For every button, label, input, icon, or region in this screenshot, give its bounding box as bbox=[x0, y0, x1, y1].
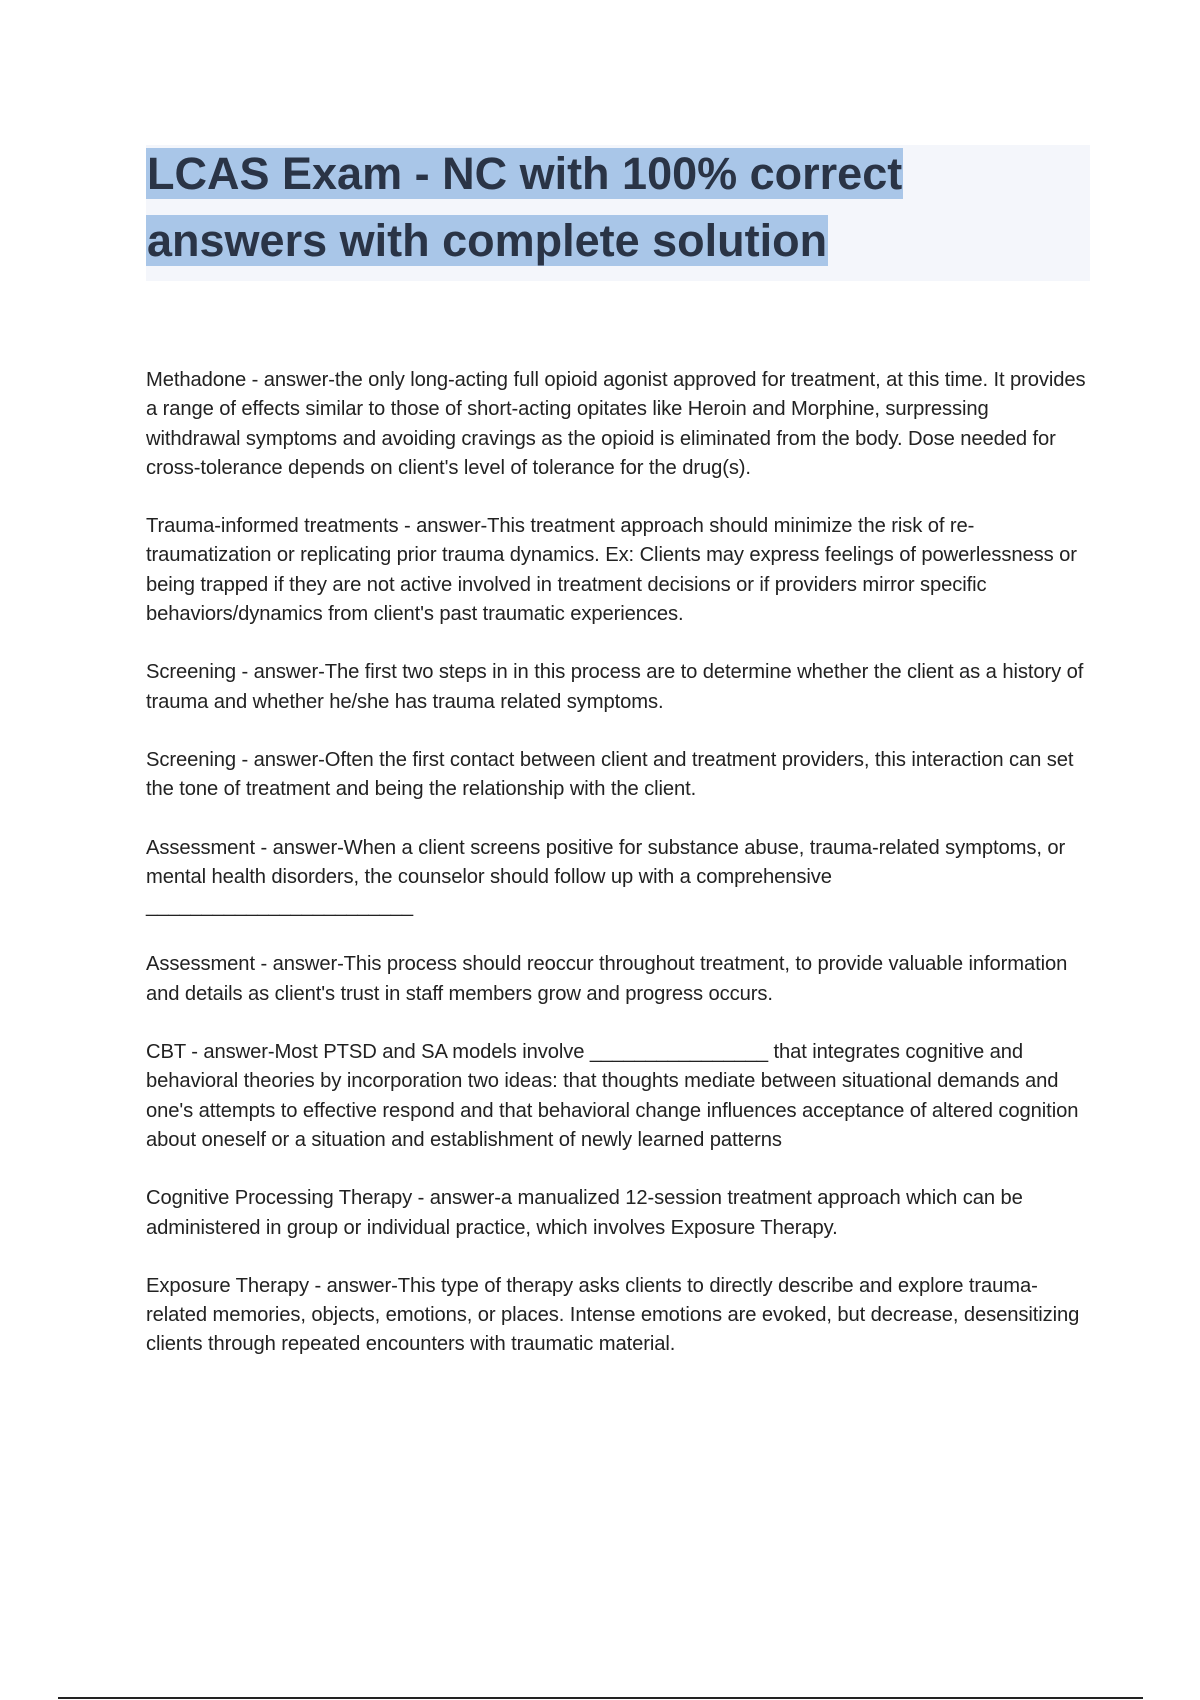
qa-entry-screening-1: Screening - answer-The first two steps in in this process are to determine whether the client as a history of trauma and whether he/she has trauma related symptoms. bbox=[146, 661, 1084, 713]
document-title bbox=[146, 140, 1006, 274]
qa-entry-assessment-2: Assessment - answer-This process should reoccur throughout treatment, to provide valuable information and details as client's trust in staff members grow and progress occurs. bbox=[146, 953, 1068, 1005]
qa-entry-screening-2: Screening - answer-Often the first contact between client and treatment providers, this interaction can set the tone of treatment and being the relationship with the client. bbox=[146, 748, 1074, 801]
qa-entry-methadone: Methadone - answer-the only long-acting full opioid agonist approved for treatment, at this time. It provides a range of effects similar to those of short-acting opitates like Heroin and Morphine, surpressing withdrawal symptoms and avoiding cravings as the opioid is eliminated from the body. Dose needed for cross-tolerance depends on client's level of tolerance for the drug(s). bbox=[146, 369, 1086, 479]
qa-entry-assessment-1: Assessment - answer-When a client screens positive for substance abuse, trauma-related symptoms, or mental health disorders, the counselor should follow up with a comprehensive ________________________ bbox=[146, 836, 1066, 918]
title-highlight: LCAS Exam - NC with 100% correct answers with complete solution bbox=[147, 148, 903, 266]
footer-divider bbox=[58, 1697, 1143, 1699]
qa-entry-cbt: CBT - answer-Most PTSD and SA models involve ________________ that integrates cognitive and behavioral theories by incorporation two ideas: that thoughts mediate between situational demands and one's attempts to effective respond and that behavioral change influences acceptance of altered cognition about oneself or a situation and establishment of newly learned patterns bbox=[146, 1041, 1079, 1151]
qa-list bbox=[146, 366, 1086, 1389]
qa-entry-trauma-informed: Trauma-informed treatments - answer-This treatment approach should minimize the risk of re-traumatization or replicating prior trauma dynamics. Ex: Clients may express feelings of powerlessness or being trapped if they are not active involved in treatment decisions or if providers mirror specific behaviors/dynamics from client's past traumatic experiences. bbox=[146, 515, 1077, 626]
qa-entry-exposure-therapy: Exposure Therapy - answer-This type of therapy asks clients to directly describe and explore trauma-related memories, objects, emotions, or places. Intense emotions are evoked, but decrease, desensitizing clients through repeated encounters with traumatic material. bbox=[146, 1274, 1080, 1356]
qa-entry-cpt: Cognitive Processing Therapy - answer-a manualized 12-session treatment approach which can be administered in group or individual practice, which involves Exposure Therapy. bbox=[146, 1187, 1023, 1239]
